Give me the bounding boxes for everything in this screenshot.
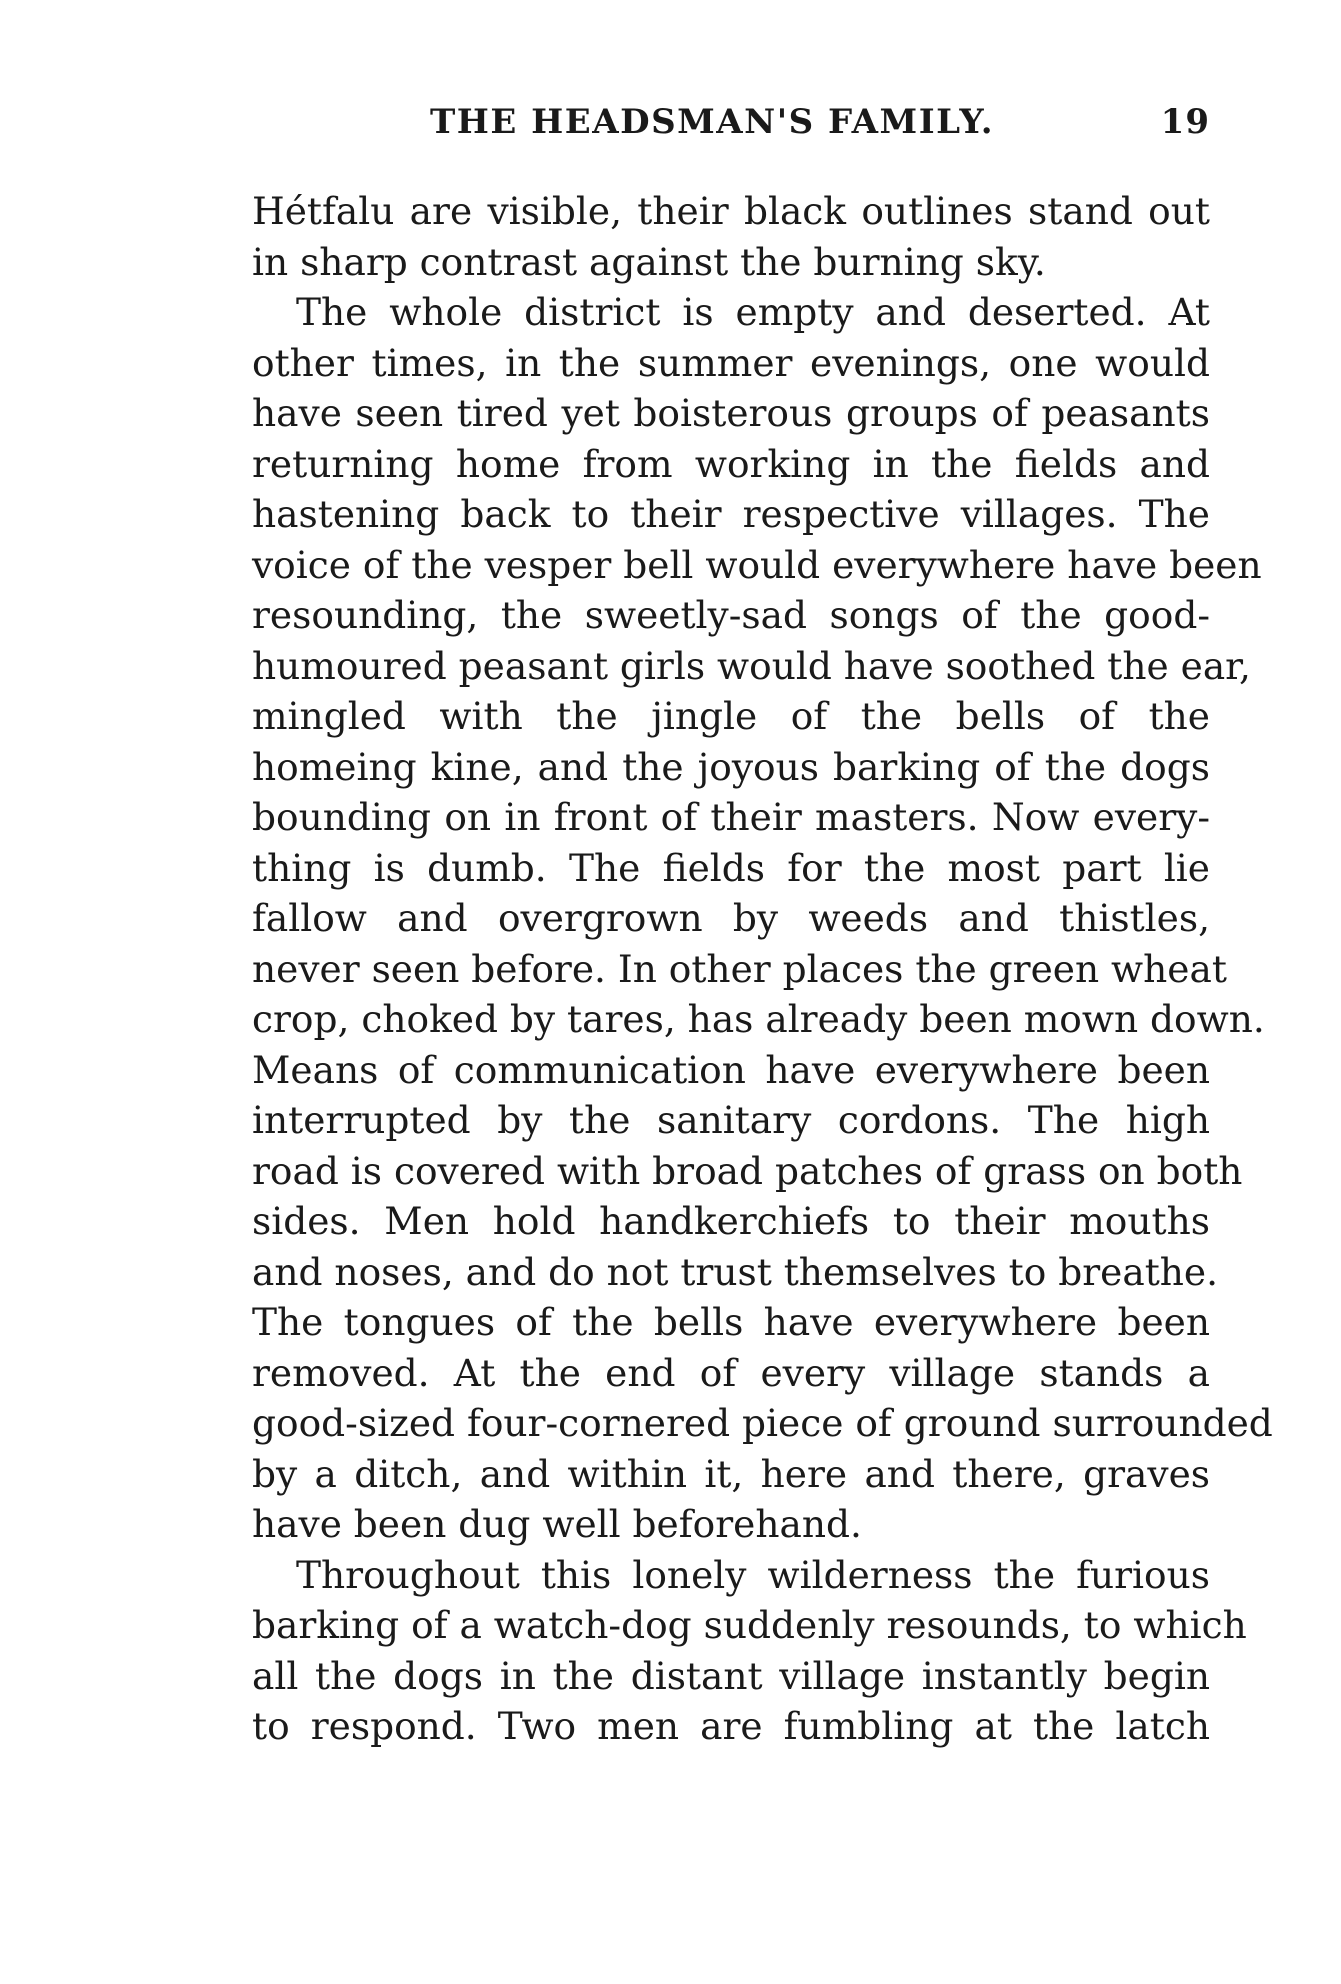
text-line: to respond. Two men are fumbling at the latch <box>252 1704 1210 1748</box>
text-line: road is covered with broad patches of grass on both <box>252 1148 1243 1193</box>
text-line: voice of the vesper bell would everywhere have been <box>252 542 1262 587</box>
text-line: homeing kine, and the joyous barking of the dogs <box>252 744 1210 789</box>
text-line: other times, in the summer evenings, one would <box>252 340 1210 385</box>
running-head <box>252 102 1210 146</box>
text-line: Throughout this lonely wilderness the furious <box>296 1552 1210 1597</box>
text-line: thing is dumb. The fields for the most part lie <box>252 845 1210 890</box>
text-line: good-sized four-cornered piece of ground surrounded <box>252 1401 1273 1445</box>
text-line: mingled with the jingle of the bells of the <box>252 694 1210 738</box>
paragraph-2 <box>252 287 1273 1550</box>
paragraph-3 <box>252 1550 1247 1752</box>
text-line: Hétfalu are visible, their black outlines stand out <box>252 189 1210 233</box>
text-line: fallow and overgrown by weeds and thistles, <box>252 896 1210 940</box>
text-line: The whole district is empty and deserted. At <box>296 290 1210 334</box>
running-title: THE HEADSMAN'S FAMILY. <box>430 102 995 142</box>
text-line: removed. At the end of every village stands a <box>252 1350 1210 1395</box>
text-line: and noses, and do not trust themselves to breathe. <box>252 1249 1219 1294</box>
text-line: returning home from working in the fields and <box>252 441 1210 486</box>
text-line: sides. Men hold handkerchiefs to their mouths <box>252 1199 1210 1243</box>
text-line: humoured peasant girls would have soothed the ear, <box>252 643 1251 688</box>
paragraph-1 <box>252 186 1210 287</box>
text-line: Means of communication have everywhere been <box>252 1047 1210 1092</box>
text-line: by a ditch, and within it, here and there, graves <box>252 1451 1210 1496</box>
text-line: bounding on in front of their masters. Now every- <box>252 795 1210 839</box>
text-line: have seen tired yet boisterous groups of peasants <box>252 391 1210 435</box>
body-text <box>252 186 1273 1752</box>
text-line: interrupted by the sanitary cordons. The high <box>252 1098 1210 1142</box>
text-line: have been dug well beforehand. <box>252 1502 862 1546</box>
text-line: in sharp contrast against the burning sky. <box>252 239 1046 284</box>
page-number: 19 <box>1160 102 1210 142</box>
text-line: hastening back to their respective villages. The <box>252 492 1210 536</box>
text-line: resounding, the sweetly-sad songs of the good- <box>252 593 1210 637</box>
text-line: The tongues of the bells have everywhere been <box>252 1300 1210 1344</box>
text-line: crop, choked by tares, has already been mown down. <box>252 997 1265 1041</box>
text-line: all the dogs in the distant village instantly begin <box>252 1653 1210 1698</box>
text-line: never seen before. In other places the green wheat <box>252 946 1227 991</box>
text-line: barking of a watch-dog suddenly resounds, to which <box>252 1603 1247 1647</box>
